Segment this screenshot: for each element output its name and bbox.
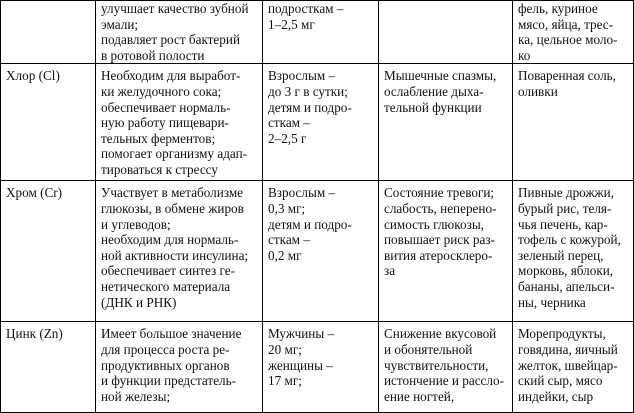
text-line: ение ногтей,: [384, 388, 455, 404]
functions-cell: [96, 181, 263, 322]
functions-cell: [96, 64, 263, 181]
text-line: ко: [518, 47, 531, 63]
text-line: обеспечивает нормаль-: [101, 99, 231, 115]
text-line: 2–2,5 г: [268, 130, 307, 146]
text-line: Взрослым –: [268, 185, 336, 201]
sources-cell: [513, 181, 634, 322]
text-line: индейки, сыр: [518, 388, 594, 404]
text-line: фель, куриное: [518, 1, 598, 16]
text-line: в ротовой полости: [101, 47, 205, 63]
text-line: ки желудочного сока;: [101, 83, 222, 99]
text-line: Пивные дрожжи,: [518, 185, 615, 201]
text-line: желток, швейцар-: [518, 357, 618, 373]
text-line: для процесса роста ре-: [101, 341, 230, 357]
element-name-cell: [1, 322, 96, 413]
text-line: Взрослым –: [268, 68, 336, 84]
text-line: мясо, яйца, трес-: [518, 16, 614, 32]
text-line: ский сыр, мясо: [518, 373, 603, 389]
text-line: до 3 г в сутки;: [268, 83, 348, 99]
text-line: симость глюкозы,: [384, 216, 484, 232]
deficiency-cell: [379, 64, 513, 181]
text-line: и углеводов;: [101, 216, 171, 232]
text-line: детям и подро-: [268, 216, 352, 232]
text-line: 0,3 мг;: [268, 200, 306, 216]
element-name-cell: [1, 1, 96, 64]
table-row: [1, 64, 634, 181]
text-line: Состояние тревоги;: [384, 185, 495, 201]
daily-norm-cell: [263, 322, 379, 413]
deficiency-cell: [379, 1, 513, 64]
text-line: бурый рис, теля-: [518, 200, 612, 216]
text-line: 20 мг;: [268, 341, 302, 357]
text-line: и функции предстатель-: [101, 373, 237, 389]
sources-cell: [513, 64, 634, 181]
text-line: бананы, апельси-: [518, 278, 615, 294]
text-line: ной активности инсулина;: [101, 247, 249, 263]
text-line: за: [384, 263, 396, 279]
text-line: ослабление дыха-: [384, 83, 484, 99]
functions-cell: [96, 1, 263, 64]
text-line: Снижение вкусовой: [384, 326, 497, 342]
element-name: Цинк (Zn): [6, 326, 63, 342]
text-line: подавляет рост бактерий: [101, 32, 240, 48]
text-line: детям и подро-: [268, 99, 352, 115]
text-line: ны, черника: [518, 294, 586, 310]
text-line: Необходим для выработ-: [101, 68, 241, 84]
deficiency-cell: [379, 181, 513, 322]
table-body: [1, 1, 634, 413]
text-line: повышает риск раз-: [384, 232, 495, 248]
text-line: вития атеросклеро-: [384, 247, 493, 263]
text-line: тофель с кожурой,: [518, 232, 621, 248]
text-line: ка, цельное моло-: [518, 32, 618, 48]
daily-norm-cell: [263, 64, 379, 181]
text-line: морковь, яблоки,: [518, 263, 614, 279]
text-line: тельных ферментов;: [101, 130, 216, 146]
text-line: продуктивных органов: [101, 357, 230, 373]
text-line: (ДНК и РНК): [101, 294, 177, 310]
text-line: ную работу пищевари-: [101, 115, 229, 131]
text-line: чья печень, кар-: [518, 216, 608, 232]
text-line: тельной функции: [384, 99, 482, 115]
text-line: женщины –: [268, 357, 333, 373]
text-line: и обонятельной: [384, 341, 473, 357]
text-line: чувствительности,: [384, 357, 489, 373]
text-line: Мышечные спазмы,: [384, 68, 497, 84]
element-name-cell: [1, 181, 96, 322]
table-row: [1, 1, 634, 64]
text-line: 0,2 мг: [268, 247, 302, 263]
text-line: необходим для нормаль-: [101, 232, 239, 248]
text-line: зеленый перец,: [518, 247, 604, 263]
daily-norm-cell: [263, 181, 379, 322]
text-line: 17 мг;: [268, 373, 302, 389]
text-line: улучшает качество зубной: [101, 1, 249, 16]
element-name: Хлор (Cl): [6, 68, 60, 84]
text-line: обеспечивает синтез ге-: [101, 263, 235, 279]
text-line: нетического материала: [101, 278, 231, 294]
text-line: глюкозы, в обмене жиров: [101, 200, 244, 216]
element-name: Хром (Cr): [6, 185, 63, 201]
element-name-cell: [1, 64, 96, 181]
text-line: сткам –: [268, 115, 310, 131]
functions-cell: [96, 322, 263, 413]
text-line: Участвует в метаболизме: [101, 185, 244, 201]
text-line: подросткам –: [268, 1, 344, 16]
sources-cell: [513, 322, 634, 413]
table-row: [1, 322, 634, 413]
text-line: сткам –: [268, 232, 310, 248]
text-line: Мужчины –: [268, 326, 335, 342]
table-row: [1, 181, 634, 322]
text-line: оливки: [518, 83, 558, 99]
text-line: истончение и рассло-: [384, 373, 504, 389]
text-line: помогает организму адап-: [101, 146, 248, 162]
daily-norm-cell: [263, 1, 379, 64]
text-line: Имеет большое значение: [101, 326, 242, 342]
text-line: Поваренная соль,: [518, 68, 616, 84]
text-line: говядина, яичный: [518, 341, 618, 357]
sources-cell: [513, 1, 634, 64]
text-line: 1–2,5 мг: [268, 16, 315, 32]
deficiency-cell: [379, 322, 513, 413]
text-line: слабость, неперено-: [384, 200, 497, 216]
text-line: ной железы;: [101, 388, 171, 404]
text-line: Морепродукты,: [518, 326, 606, 342]
text-line: тироваться к стрессу: [101, 161, 218, 177]
text-line: эмали;: [101, 16, 139, 32]
